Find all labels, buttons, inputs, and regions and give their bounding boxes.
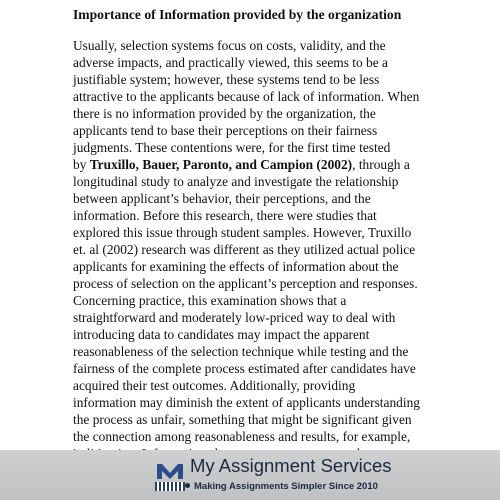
brand-name: My Assignment Services xyxy=(190,455,392,476)
brand-logo-icon xyxy=(155,462,185,480)
text-line: et. al (2002) research was different as they utilized actual police xyxy=(73,242,416,257)
text-line: acquired their test outcomes. Additionally, providing xyxy=(73,378,356,393)
text-line: applicants tend to base their perceptions on their fairness xyxy=(73,123,378,138)
tagline-text: Making Assignments Simpler Since 2010 xyxy=(194,481,378,492)
text-line: between applicant’s behavior, their perceptions, and the xyxy=(73,191,371,206)
text-line: fairness of the complete process estimated after candidates have xyxy=(73,361,416,376)
text-line: explored this issue through student samples. However, Truxillo xyxy=(73,225,412,240)
text-line: attractive to the applicants because of lack of information. When xyxy=(73,89,420,104)
text-line: the process as unfair, something that might be significant given xyxy=(73,412,412,427)
citation-authors: Truxillo, Bauer, Paronto, and Campion (2002) xyxy=(89,157,353,172)
text-line: introducing data to candidates may impact the apparent xyxy=(73,327,370,342)
flag-icon xyxy=(155,482,185,491)
text-line: information may diminish the extent of applicants understanding xyxy=(73,395,420,410)
text-line: process of selection on the applicant’s perception and responses. xyxy=(73,276,418,291)
text-line: Usually, selection systems focus on costs, validity, and the xyxy=(73,38,386,53)
text-line: reasonableness of the selection technique while testing and the xyxy=(73,344,409,359)
text-line: adverse impacts, and practically viewed, this seems to be a xyxy=(73,55,388,70)
text-line: longitudinal study to analyze and investigate the relationship xyxy=(73,174,399,189)
text-line: the connection among reasonableness and results, for example, xyxy=(73,429,411,444)
citation-suffix: , through a xyxy=(352,157,410,172)
text-line: applicants for examining the effects of information about the xyxy=(73,259,399,274)
text-line: there is no information provided by the organization, the xyxy=(73,106,376,121)
text-line: straightforward and moderately low-priced way to deal with xyxy=(73,310,396,325)
text-line: information. Before this research, there were studies that xyxy=(73,208,377,223)
brand-tagline xyxy=(185,481,378,492)
citation-line xyxy=(73,156,410,173)
text-line: Concerning practice, this examination shows that a xyxy=(73,293,347,308)
bullet-icon xyxy=(185,483,190,488)
section-heading: Importance of Information provided by the organization xyxy=(73,7,402,22)
text-line: justifiable system; however, these systems tend to be less xyxy=(73,72,380,87)
citation-prefix: by xyxy=(73,157,90,172)
text-line: judgments. These contentions were, for the first time tested xyxy=(73,140,391,155)
